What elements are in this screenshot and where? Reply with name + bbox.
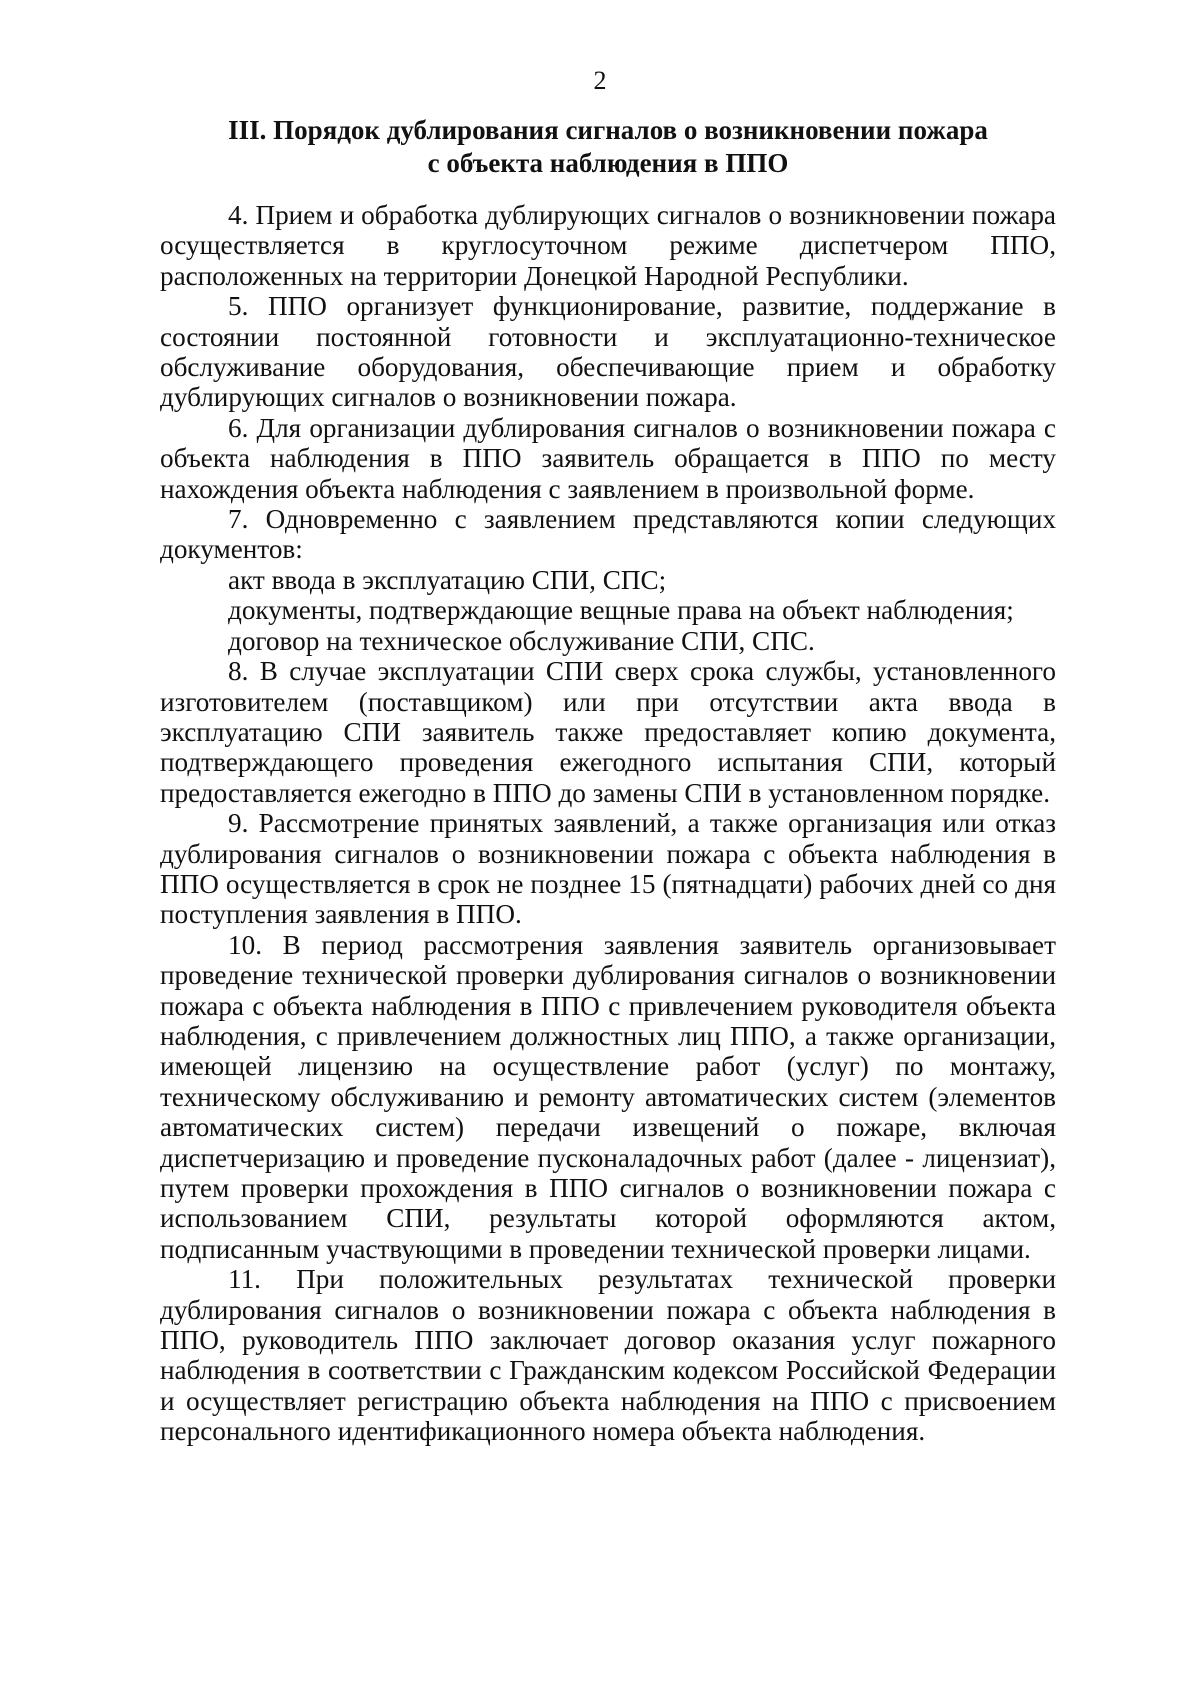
paragraph-7: 7. Одновременно с заявлением представляются копии следующих документов: xyxy=(160,504,1056,565)
paragraph-8: 8. В случае эксплуатации СПИ сверх срока службы, установленного изготовителем (поставщиком) или при отсутствии акта ввода в эксплуатацию СПИ заявитель также предоставляет копию документа, подтверждающего проведения ежегодного испытания СПИ, который предоставляется ежегодно в ППО до замены СПИ в установленном порядке. xyxy=(160,656,1056,808)
section-heading xyxy=(160,114,1056,180)
paragraph-11: 11. При положительных результатах технической проверки дублирования сигналов о возникновении пожара с объекта наблюдения в ППО, руководитель ППО заключает договор оказания услуг пожарного наблюдения в соответствии с Гражданским кодексом Российской Федерации и осуществляет регистрацию объекта наблюдения на ППО с присвоением персонального идентификационного номера объекта наблюдения. xyxy=(160,1264,1056,1447)
document-body xyxy=(160,200,1056,1447)
paragraph-9: 9. Рассмотрение принятых заявлений, а также организация или отказ дублирования сигналов о возникновении пожара с объекта наблюдения в ППО осуществляется в срок не позднее 15 (пятнадцати) рабочих дней со дня поступления заявления в ППО. xyxy=(160,808,1056,930)
paragraph-4: 4. Прием и обработка дублирующих сигналов о возникновении пожара осуществляется в круглосуточном режиме диспетчером ППО, расположенных на территории Донецкой Народной Республики. xyxy=(160,200,1056,291)
paragraph-5: 5. ППО организует функционирование, развитие, поддержание в состоянии постоянной готовности и эксплуатационно-техническое обслуживание оборудования, обеспечивающие прием и обработку дублирующих сигналов о возникновении пожара. xyxy=(160,291,1056,413)
list-item-property-docs: документы, подтверждающие вещные права на объект наблюдения; xyxy=(228,595,1014,626)
list-item-act: акт ввода в эксплуатацию СПИ, СПС; xyxy=(228,564,667,595)
list-item-maintenance-contract: договор на техническое обслуживание СПИ, СПС. xyxy=(228,625,815,656)
page-number: 2 xyxy=(593,66,607,95)
paragraph-6: 6. Для организации дублирования сигналов о возникновении пожара с объекта наблюдения в ППО заявитель обращается в ППО по месту нахождения объекта наблюдения с заявлением в произвольной форме. xyxy=(160,412,1056,504)
paragraph-10: 10. В период рассмотрения заявления заявитель организовывает проведение технической проверки дублирования сигналов о возникновении пожара с объекта наблюдения в ППО с привлечением руководителя объекта наблюдения, с привлечением должностных лиц ППО, а также организации, имеющей лицензию на осуществление работ (услуг) по монтажу, техническому обслуживанию и ремонту автоматических систем (элементов автоматических систем) передачи извещений о пожаре, включая диспетчеризацию и проведение пусконаладочных работ (далее - лицензиат), путем проверки прохождения в ППО сигналов о возникновении пожара с использованием СПИ, результаты которой оформляются актом, подписанным участвующими в проведении технической проверки лицами. xyxy=(160,929,1056,1264)
section-heading-line-2: с объекта наблюдения в ППО xyxy=(427,148,789,178)
section-heading-line-1: III. Порядок дублирования сигналов о возникновении пожара xyxy=(228,115,988,145)
